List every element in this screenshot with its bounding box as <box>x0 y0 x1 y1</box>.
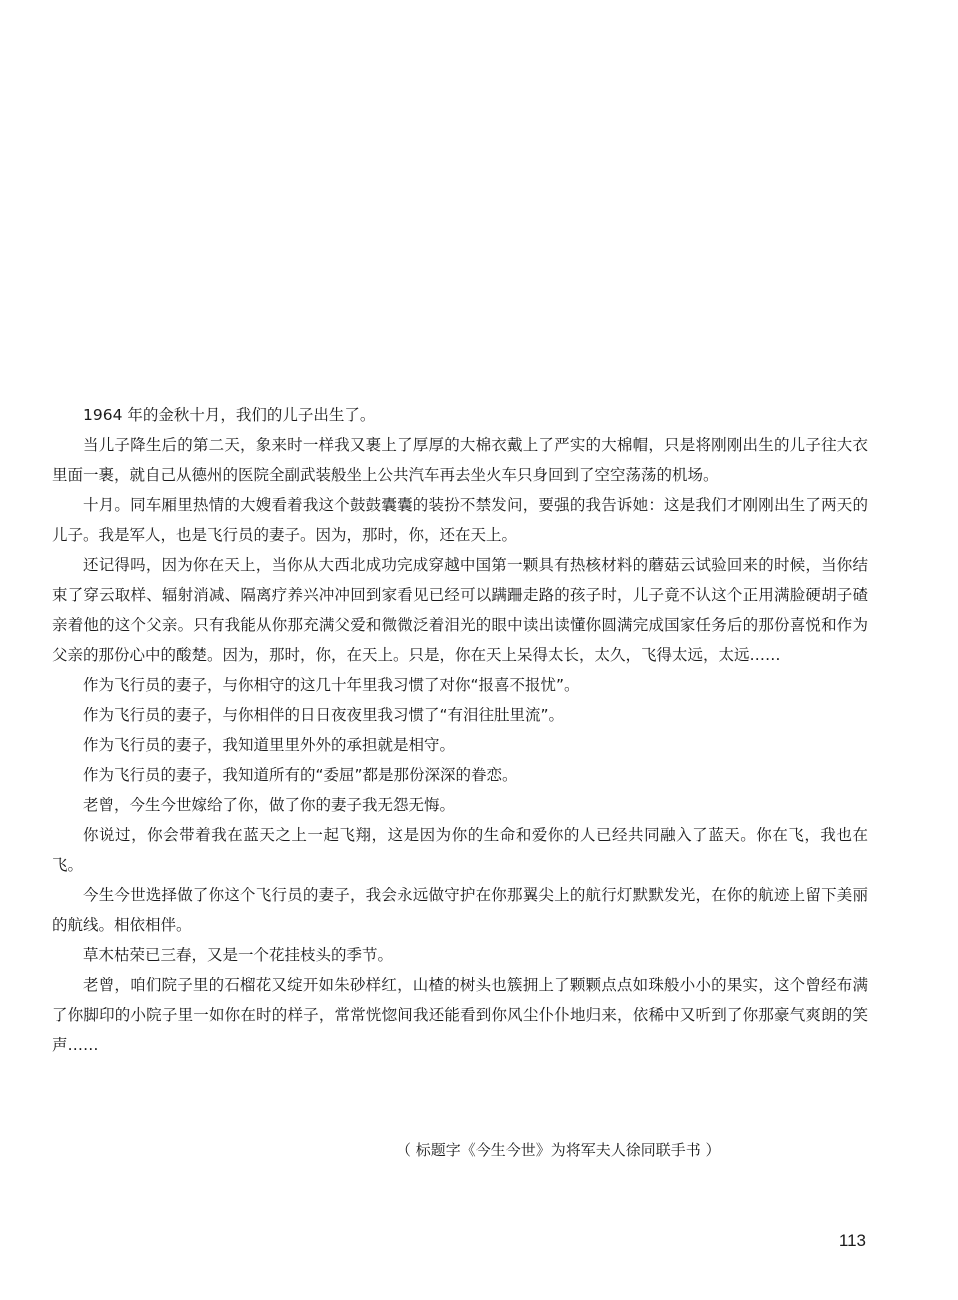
paragraph-3: 十月。同车厢里热情的大嫂看着我这个鼓鼓囊囊的装扮不禁发问，要强的我告诉她：这是我们才刚刚出生了两天的儿子。我是军人，也是飞行员的妻子。因为，那时，你，还在天上。 <box>52 496 868 544</box>
paragraph-2: 当儿子降生后的第二天，象来时一样我又裹上了厚厚的大棉衣戴上了严实的大棉帽，只是将刚刚出生的儿子往大衣里面一裹，就自己从德州的医院全副武装般坐上公共汽车再去坐火车只身回到了空空荡荡的机场。 <box>52 436 868 484</box>
page-number: 113 <box>838 1231 866 1250</box>
paragraph-5: 作为飞行员的妻子，与你相守的这几十年里我习惯了对你“报喜不报忧”。 <box>83 676 580 694</box>
title-calligraphy-credit: （ 标题字《今生今世》为将军夫人徐同联手书 ） <box>396 1141 721 1159</box>
article-body <box>52 400 868 1060</box>
paragraph-7: 作为飞行员的妻子，我知道里里外外的承担就是相守。 <box>83 736 456 754</box>
paragraph-1: 1964 年的金秋十月，我们的儿子出生了。 <box>83 406 376 424</box>
paragraph-9: 老曾，今生今世嫁给了你，做了你的妻子我无怨无悔。 <box>83 796 456 814</box>
paragraph-11: 今生今世选择做了你这个飞行员的妻子，我会永远做守护在你那翼尖上的航行灯默默发光，在你的航迹上留下美丽的航线。相依相伴。 <box>52 886 868 934</box>
paragraph-12: 草木枯荣已三春，又是一个花挂枝头的季节。 <box>83 946 394 964</box>
paragraph-10: 你说过，你会带着我在蓝天之上一起飞翔，这是因为你的生命和爱你的人已经共同融入了蓝天。你在飞，我也在飞。 <box>52 826 868 874</box>
paragraph-6: 作为飞行员的妻子，与你相伴的日日夜夜里我习惯了“有泪往肚里流”。 <box>83 706 565 724</box>
paragraph-4: 还记得吗，因为你在天上，当你从大西北成功完成穿越中国第一颗具有热核材料的蘑菇云试验回来的时候，当你结束了穿云取样、辐射消减、隔离疗养兴冲冲回到家看见已经可以蹒跚走路的孩子时，儿子竟不认这个正用满脸硬胡子碴亲着他的这个父亲。只有我能从你那充满父爱和微微泛着泪光的眼中读出读懂你圆满完成国家任务后的那份喜悦和作为父亲的那份心中的酸楚。因为，那时，你，在天上。只是，你在天上呆得太长，太久，飞得太远，太远…… <box>52 556 868 664</box>
paragraph-8: 作为飞行员的妻子，我知道所有的“委屈”都是那份深深的眷恋。 <box>83 766 518 784</box>
paragraph-13: 老曾，咱们院子里的石榴花又绽开如朱砂样红，山楂的树头也簇拥上了颗颗点点如珠般小小的果实，这个曾经布满了你脚印的小院子里一如你在时的样子，常常恍惚间我还能看到你风尘仆仆地归来，依稀中又听到了你那豪气爽朗的笑声…… <box>52 976 868 1054</box>
